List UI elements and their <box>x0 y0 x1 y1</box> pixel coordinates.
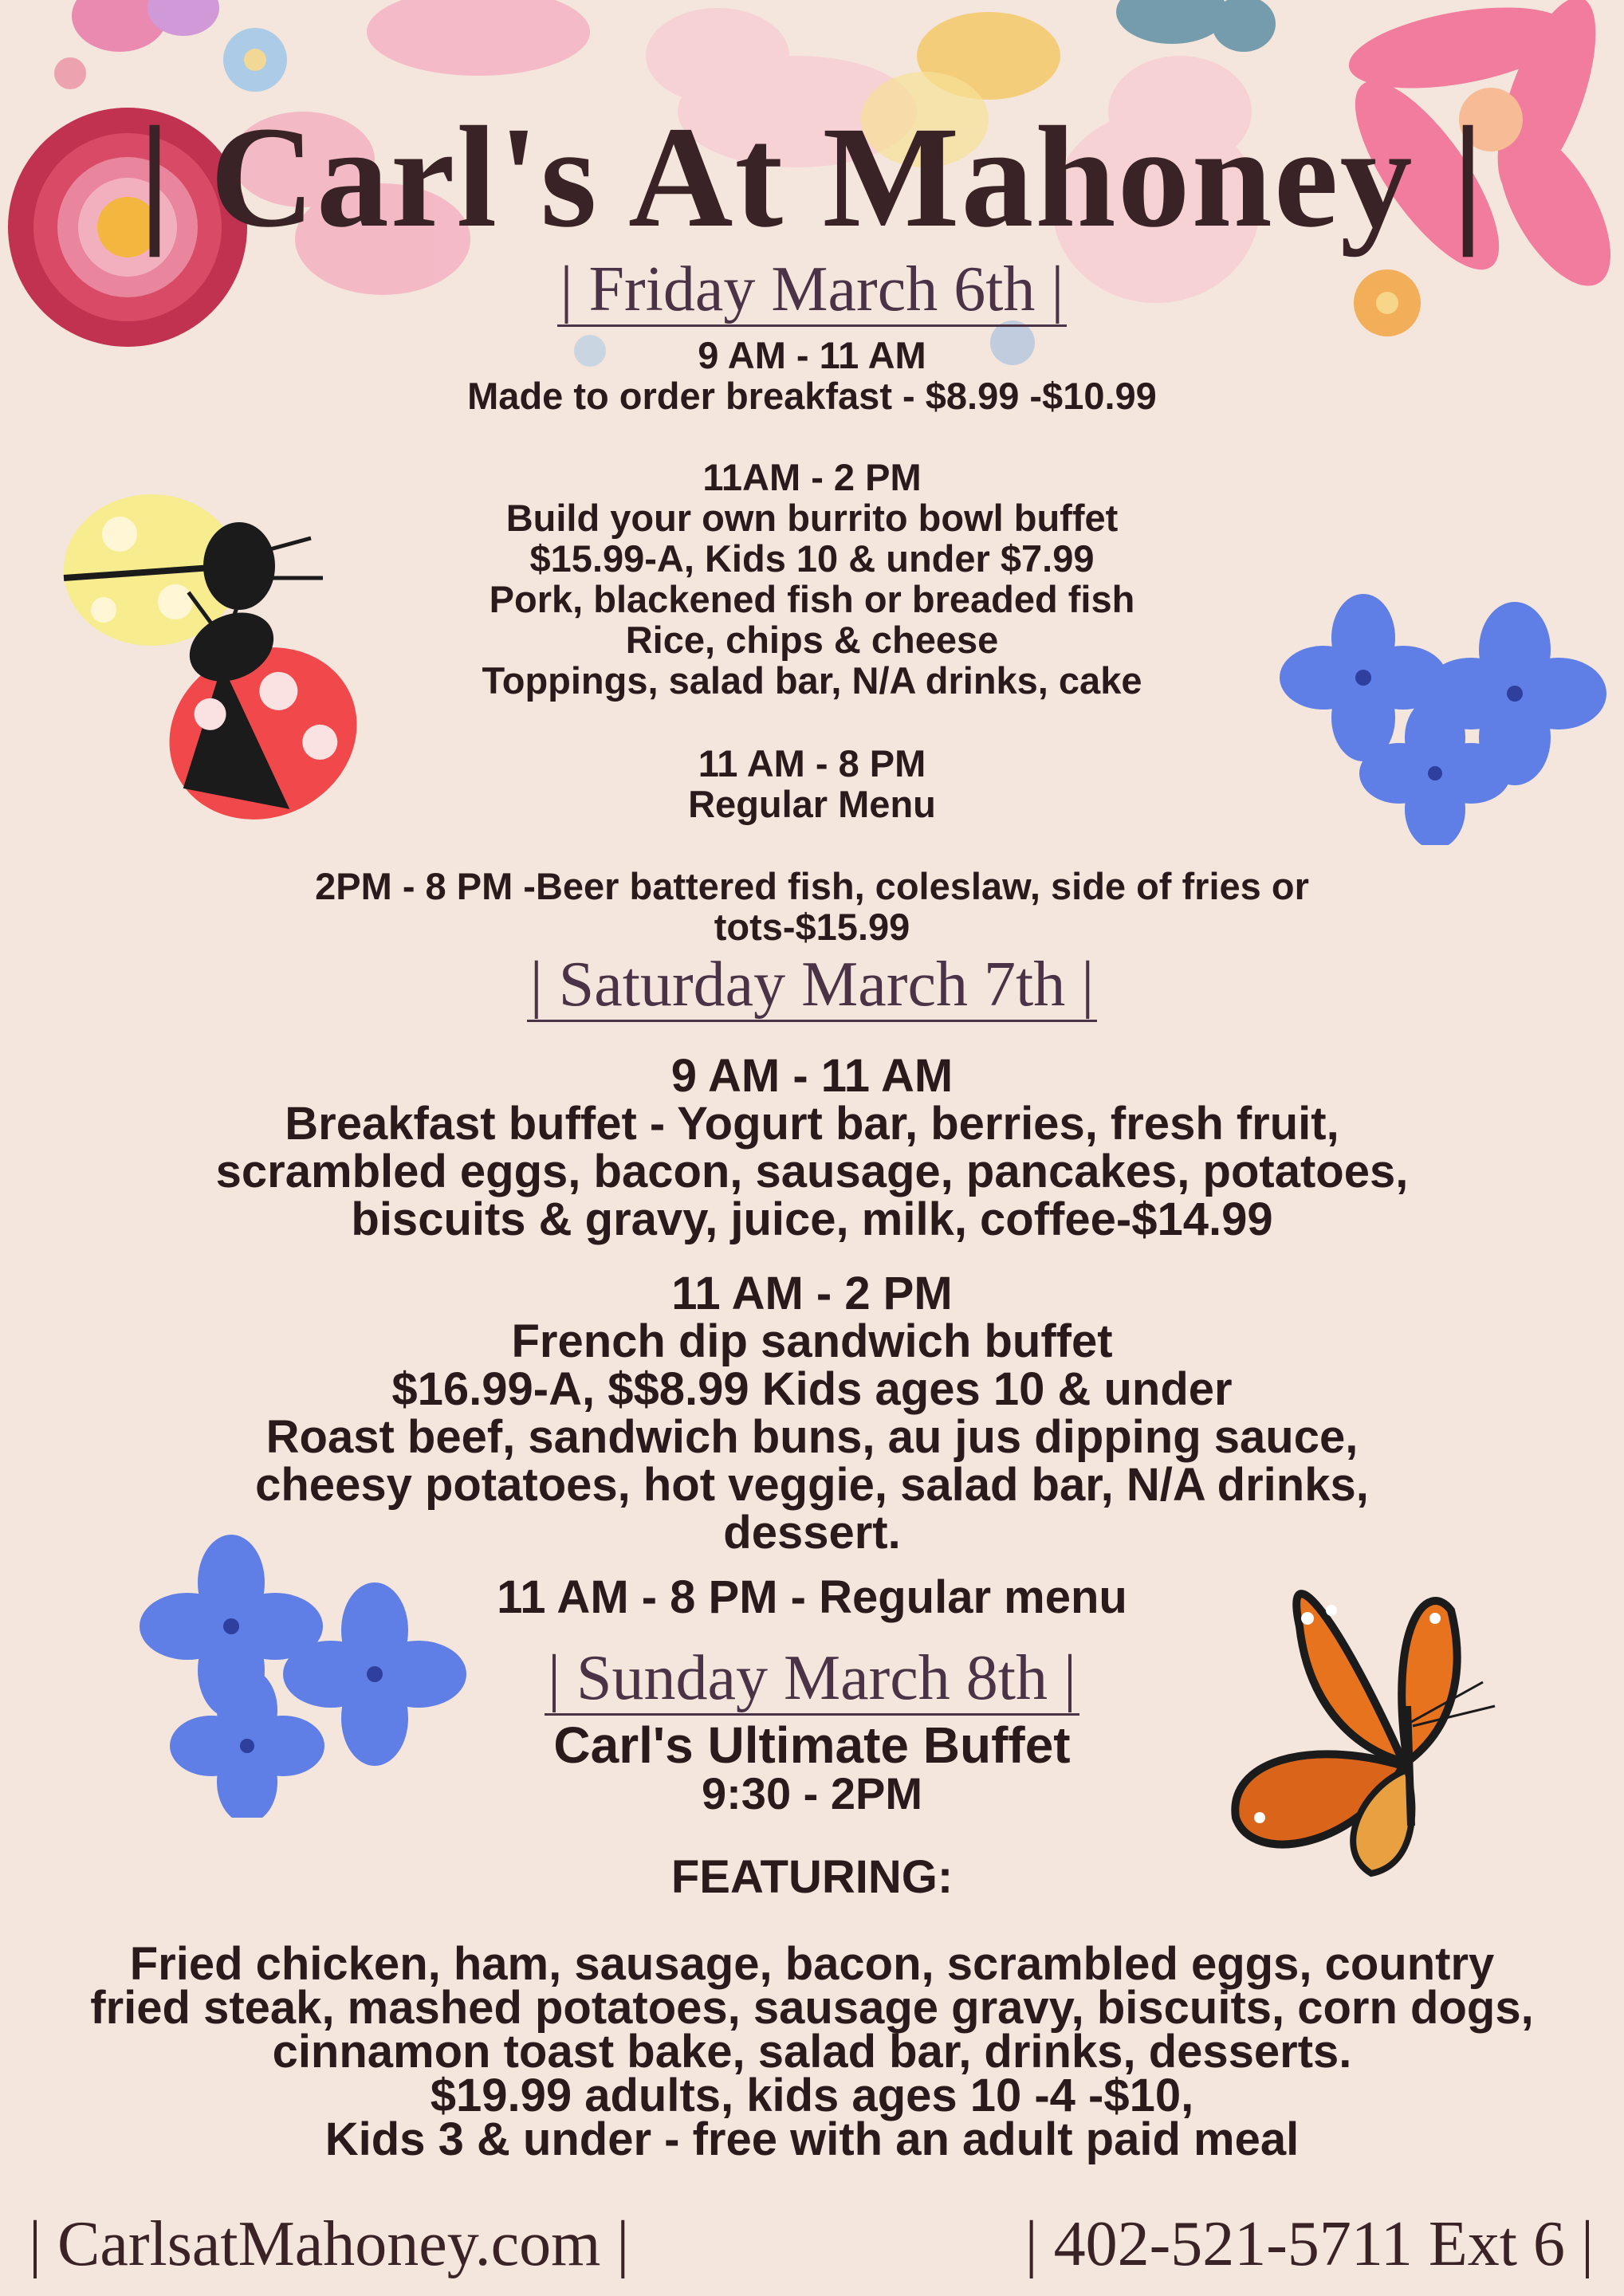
saturday-lunch-section <box>0 1270 1624 1557</box>
saturday-breakfast-line: scrambled eggs, bacon, sausage, pancakes, potatoes, <box>215 1146 1409 1197</box>
saturday-lunch-line: cheesy potatoes, hot veggie, salad bar, N/A drinks, <box>255 1459 1369 1511</box>
friday-lunch-section <box>0 457 1624 701</box>
page-title: | Carl's At Mahoney | <box>138 97 1486 258</box>
saturday-lunch-line: French dip sandwich buffet <box>511 1315 1113 1367</box>
saturday-lunch-line: $16.99-A, $$8.99 Kids ages 10 & under <box>391 1363 1233 1415</box>
sunday-featuring-line: fried steak, mashed potatoes, sausage gravy, biscuits, corn dogs, <box>90 1982 1534 2034</box>
friday-lunch-line: Build your own burrito bowl buffet <box>505 497 1119 539</box>
sunday-buffet-time: 9:30 - 2PM <box>702 1768 922 1818</box>
friday-menu-desc: Regular Menu <box>688 783 936 825</box>
friday-lunch-line: Toppings, salad bar, N/A drinks, cake <box>482 659 1142 702</box>
friday-heading-text: | Friday March 6th | <box>557 254 1068 327</box>
friday-fish-section <box>0 866 1624 947</box>
sunday-featuring-section <box>0 1938 1624 2165</box>
saturday-lunch-time: 11 AM - 2 PM <box>671 1268 953 1319</box>
friday-lunch-line: Rice, chips & cheese <box>625 619 999 661</box>
saturday-breakfast-line: Breakfast buffet - Yogurt bar, berries, fresh fruit, <box>285 1098 1339 1150</box>
friday-breakfast-time: 9 AM - 11 AM <box>698 334 926 376</box>
sunday-featuring-line: cinnamon toast bake, salad bar, drinks, desserts. <box>272 2026 1352 2078</box>
saturday-lunch-line: dessert. <box>723 1507 901 1559</box>
friday-lunch-time: 11AM - 2 PM <box>702 456 922 498</box>
sunday-featuring-label: FEATURING: <box>670 1851 954 1903</box>
sunday-featuring-line: Fried chicken, ham, sausage, bacon, scrambled eggs, country <box>129 1938 1495 1990</box>
friday-breakfast-desc: Made to order breakfast - $8.99 -$10.99 <box>467 375 1157 417</box>
friday-breakfast-section <box>0 335 1624 416</box>
sunday-heading <box>0 1642 1624 1715</box>
sunday-featuring-line: $19.99 adults, kids ages 10 -4 -$10, <box>430 2070 1194 2121</box>
sunday-heading-text: | Sunday March 8th | <box>545 1643 1079 1716</box>
friday-heading <box>0 254 1624 326</box>
sunday-buffet-name: Carl's Ultimate Buffet <box>553 1716 1071 1774</box>
saturday-menu-line: 11 AM - 8 PM - Regular menu <box>497 1571 1127 1623</box>
saturday-menu-section <box>0 1571 1624 1623</box>
saturday-heading-text: | Saturday March 7th | <box>527 949 1097 1022</box>
saturday-breakfast-time: 9 AM - 11 AM <box>670 1050 954 1102</box>
sunday-featuring-line: Kids 3 & under - free with an adult paid meal <box>324 2113 1300 2165</box>
saturday-breakfast-line: biscuits & gravy, juice, milk, coffee-$14.99 <box>351 1193 1273 1245</box>
friday-menu-section <box>0 743 1624 824</box>
website-link[interactable]: | CarlsatMahoney.com | <box>29 2209 630 2279</box>
saturday-heading <box>0 949 1624 1021</box>
friday-lunch-line: $15.99-A, Kids 10 & under $7.99 <box>529 537 1095 580</box>
friday-menu-time: 11 AM - 8 PM <box>698 742 926 784</box>
saturday-lunch-line: Roast beef, sandwich buns, au jus dipping sauce, <box>265 1411 1359 1463</box>
saturday-breakfast-section <box>0 1052 1624 1244</box>
friday-lunch-line: Pork, blackened fish or breaded fish <box>489 578 1135 620</box>
phone-number[interactable]: | 402-521-5711 Ext 6 | <box>1024 2209 1594 2279</box>
friday-fish-line: 2PM - 8 PM -Beer battered fish, coleslaw, side of fries or <box>315 865 1309 907</box>
friday-fish-line: tots-$15.99 <box>714 906 910 948</box>
